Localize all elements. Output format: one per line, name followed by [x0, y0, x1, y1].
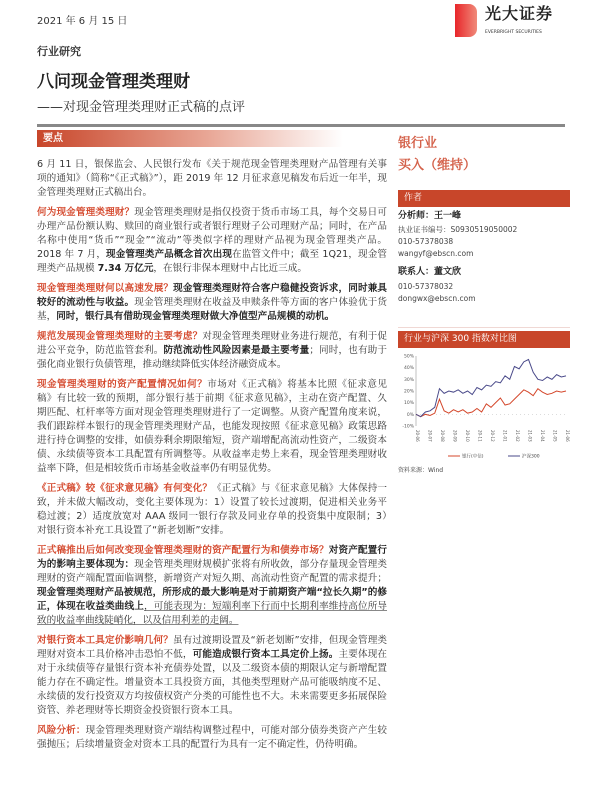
- paragraph-text: 《正式稿》与《征求意见稿》大体保持一致，并未做大幅改动，变化主要体现为：1）设置了较长过渡期，促进相关业务平稳过渡；2）适度放宽对 AAA 级同一银行存款及同业存单的投资集中度限制；3） 对银行资本补充工具设置了“新老划断”安排。: [37, 483, 397, 536]
- paragraph-text: ，可能表现为：短端利率下行而中长期利率维持高位所导致的收益率曲线陡峭化，以及信用利差的走阔。: [37, 601, 388, 626]
- paragraph-0: [37, 158, 387, 200]
- paragraph-text: 现金管理类理财规模扩张将有所收敛，部分存量现金管理类理财的资产端配置面临调整，新增资产对短久期、高流动性资产配置的需求提升；: [37, 559, 388, 584]
- paragraph-4: [37, 378, 387, 476]
- chart-title: 行业与沪深 300 指数对比图: [398, 331, 570, 348]
- header-divider: [37, 124, 565, 127]
- paragraph-5: [37, 482, 397, 538]
- paragraph-text: 现金管理类产品概念首次出现: [106, 249, 233, 260]
- index-comparison-chart: [398, 350, 573, 465]
- analyst-name: 分析师：王一峰: [398, 211, 462, 221]
- x-tick-label: 21-01: [502, 430, 508, 442]
- page-title: 八问现金管理类理财: [37, 72, 190, 92]
- paragraph-text: 现金管理类理财资产端结构调整过程中，可能对部分债券类资产产生较强抛压；后续增量资金对资本工具的配置行为具有一定不确定性，仍待明确。: [37, 725, 388, 750]
- keypoints-header: 要点: [37, 130, 343, 147]
- paragraph-heading: 对银行资本工具定价影响几何？: [37, 635, 173, 646]
- paragraph-text: 现金管理类理财符合客户稳健投资诉求，同时兼具较好的流动性与收益。: [37, 283, 388, 308]
- paragraph-text: 现金管理类理财是指仅投资于货币市场工具，每个交易日可办理产品份额认购、赎回的商业银行或者银行理财子公司理财产品；同时，在产品名称中使用“货币”“现金”“流动”等类似字样的理财产品视为现金管理类产品。2018 年 7 月，: [37, 207, 388, 260]
- paragraph-8: [37, 724, 387, 752]
- contact-name: 联系人：董文欣: [398, 267, 462, 277]
- paragraph-heading: 现金管理类理财的资产配置情况如何？: [37, 379, 208, 390]
- contact-phone: 010-57378032: [398, 282, 454, 291]
- x-tick-label: 21-04: [540, 430, 545, 442]
- report-date: 2021 年 6 月 15 日: [37, 16, 128, 27]
- author-header: 作者: [398, 190, 570, 207]
- x-tick-label: 20-06: [415, 430, 420, 442]
- everbright-logo: [455, 2, 590, 42]
- analyst-cert: 执业证书编号：S0930519050002: [398, 225, 518, 234]
- paragraph-1: [37, 206, 387, 276]
- logo-name-en: EVERBRIGHT SECURITIES: [485, 30, 542, 35]
- paragraph-text: 在监管文件中；截至 1Q21，现金管理类产品规模: [37, 249, 387, 274]
- sidebar-divider: [398, 327, 570, 328]
- paragraph-heading: 何为现金管理类理财？: [37, 207, 135, 218]
- paragraph-text: 7.34 万亿元: [97, 263, 154, 274]
- report-section: 行业研究: [37, 45, 81, 58]
- rating-label: 买入（维持）: [398, 158, 477, 173]
- paragraph-text: 对现金管理类理财业务进行规范，有利于促进公平竞争，防范监管套利。: [37, 331, 388, 356]
- contact-email[interactable]: dongwx@ebscn.com: [398, 294, 476, 303]
- paragraph-heading: 《正式稿》较《征求意见稿》有何变化？: [37, 483, 213, 494]
- analyst-email[interactable]: wangyf@ebscn.com: [398, 249, 474, 258]
- paragraph-text: 现金管理类理财产品被规范，所形成的最大影响是对于前期资产端“拉长久期”的修正，体现在收益类曲线上: [37, 587, 387, 612]
- y-tick-label: 40%: [403, 366, 414, 372]
- paragraph-heading: 风险分析：: [37, 725, 86, 736]
- x-tick-label: 20-10: [465, 430, 470, 442]
- x-tick-label: 20-07: [427, 430, 433, 442]
- paragraph-heading: 现金管理类理财何以高速发展？: [37, 283, 174, 294]
- logo-name: 光大证券: [485, 4, 554, 23]
- paragraph-3: [37, 330, 387, 372]
- y-tick-label: 10%: [403, 401, 414, 407]
- legend-label: 银行(中信): [462, 454, 484, 460]
- analyst-phone: 010-57378038: [398, 237, 454, 246]
- paragraph-text: 市场对《正式稿》将基本比照《征求意见稿》有比较一致的预期，部分银行基于前期《征求意见稿》，主动在资产配置、久期匹配、杠杆率等方面对现金管理类理财进行了一定调整。从资产配置角度来说，我们跟踪样本银行的现金管理类理财产品，也能发现按照《征求意见稿》政策思路进行持仓调整的安排，如债券剩余期限缩短，资产端增配高流动性资产，二级资本债、永续债等资本工具配置有所调整等。从收益率走势上来看，现金管理类理财收益率下降，但是相较货币市场基金收益率仍有明显优势。: [37, 379, 387, 474]
- paragraph-text: 6 月 11 日，银保监会、人民银行发布《关于规范现金管理类理财产品管理有关事项的通知》（简称“《正式稿》”），距 2019 年 12 月征求意见稿发布后近一年半，现金管理类理财正式稿出台。: [37, 159, 387, 198]
- y-tick-label: 20%: [403, 389, 414, 395]
- industry-label: 银行业: [398, 136, 438, 151]
- paragraph-text: 可能造成银行资本工具定价上扬。: [192, 649, 339, 660]
- paragraph-text: 同时，银行具有借助现金管理类理财做大净值型产品规模的动机。: [56, 311, 335, 322]
- x-tick-label: 21-02: [515, 430, 520, 442]
- paragraph-heading: 正式稿推出后如何改变现金管理类理财的资产配置行为和债券市场？: [37, 545, 329, 556]
- x-tick-label: 21-03: [527, 430, 533, 442]
- legend-label: 沪深300: [522, 454, 540, 460]
- y-tick-label: 50%: [403, 354, 414, 360]
- paragraph-2: [37, 282, 387, 324]
- page-subtitle: ——对现金管理类理财正式稿的点评: [37, 100, 246, 115]
- paragraph-text: 防范流动性风险因素是最主要考量: [163, 345, 310, 356]
- paragraph-text: ，在银行非保本理财中占比近三成。: [153, 263, 307, 274]
- series-line-1: [416, 360, 566, 417]
- x-tick-label: 21-05: [552, 430, 558, 442]
- paragraph-6: [37, 544, 387, 628]
- paragraph-text: 现金管理类理财在收益及申赎条件等方面的客户体验优于货基，: [37, 297, 388, 322]
- paragraph-7: [37, 634, 387, 718]
- x-tick-label: 20-11: [477, 430, 483, 442]
- y-tick-label: 30%: [403, 377, 414, 383]
- paragraph-text: 对资产配置行为的影响主要体现为：: [37, 545, 388, 570]
- y-tick-label: 0%: [406, 412, 414, 418]
- logo-mark-icon: [455, 4, 477, 37]
- y-tick-label: -10%: [402, 424, 414, 430]
- paragraph-text: 主要体现在对于永续债等存量银行资本补充债券处置，以及二级资本债的期限认定与新增配置能力存在不确定性。增量资本工具投资方面，其他类型理财产品可能吸纳度不足、永续债的发行投资双方均按债权资产分类的可能性也不大。未来需要更多拓展保险资管、养老理财等长期资金投资银行资本工具。: [37, 649, 388, 716]
- x-tick-label: 21-06: [565, 430, 570, 442]
- x-tick-label: 20-08: [440, 430, 445, 442]
- paragraph-heading: 规范发展现金管理类理财的主要考虑？: [37, 331, 203, 342]
- x-tick-label: 20-09: [452, 430, 458, 442]
- report-body: [37, 158, 397, 758]
- paragraph-text: 虽有过渡期设置及“新老划断”安排，但现金管理类理财对资本工具价格冲击恐怕不低，: [37, 635, 387, 660]
- paragraph-text: ；同时，也有助于强化商业银行负债管理，推动继续降低实体经济融资成本。: [37, 345, 388, 370]
- chart-source: 资料来源：Wind: [398, 467, 444, 474]
- x-tick-label: 20-12: [490, 430, 495, 442]
